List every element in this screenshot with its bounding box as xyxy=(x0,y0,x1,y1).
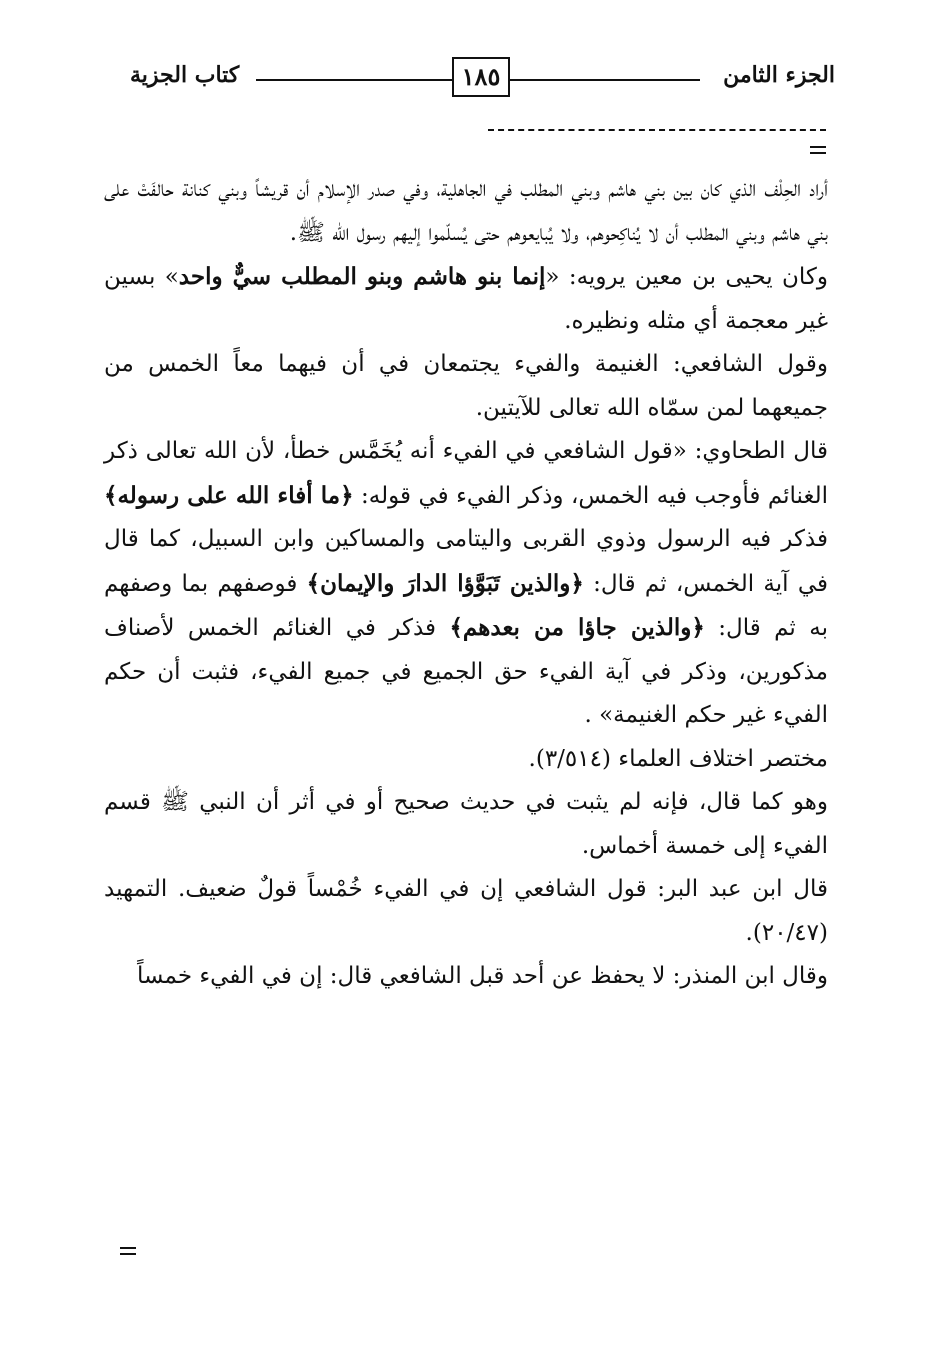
bold-quotation: ﴿والذين تَبَوَّؤا الدارَ والإيمان﴾ xyxy=(306,569,584,597)
text-run: مختصر اختلاف العلماء (٣/٥١٤). xyxy=(528,745,828,772)
running-head-book: كتاب الجزية xyxy=(130,62,240,88)
text-run: قال الطحاوي: «قول الشافعي في الفيء أنه يُخَمَّس خطأ، لأن الله تعالى ذكر الغنائم فأوجب فيه الخمس، وذكر الفيء في قوله: xyxy=(104,438,828,509)
paragraph xyxy=(104,168,828,255)
paragraph xyxy=(104,430,828,738)
header-rule-right xyxy=(510,79,700,81)
text-run: قال ابن عبد البر: قول الشافعي إن في الفيء خُمْساً قولٌ ضعيف. التمهيد (٢٠/٤٧). xyxy=(104,876,828,946)
bold-quotation: إنما بنو هاشم وبنو المطلب سيٌّ واحد xyxy=(178,263,546,290)
bold-quotation: ﴿والذين جاؤا من بعدهم﴾ xyxy=(449,614,705,641)
paragraph xyxy=(104,343,828,430)
page-number: ١٨٥ xyxy=(452,57,510,97)
paragraph xyxy=(104,781,828,868)
paragraph xyxy=(104,738,828,782)
running-head-part: الجزء الثامن xyxy=(723,62,835,88)
text-run: فوصفهم بما وصفهم به ثم قال: xyxy=(104,570,828,641)
header-rule-left xyxy=(256,79,452,81)
text-run: وكان يحيى بن معين يرويه: « xyxy=(545,264,828,290)
text-run: فذكر فيه الرسول وذوي القربى واليتامى والمساكين وابن السبيل، كما قال في آية الخمس، ثم قال: xyxy=(104,526,828,597)
body-text xyxy=(104,168,828,999)
text-run: فذكر في الغنائم الخمس لأصناف مذكورين، وذكر في آية الفيء حق الجميع في جميع الفيء، فثبت أن حكم الفيء غير حكم الغنيمة» . xyxy=(104,615,828,728)
paragraph xyxy=(104,255,828,343)
text-run: وقال ابن المنذر: لا يحفظ عن أحد قبل الشافعي قال: إن في الفيء خمساً xyxy=(137,963,828,989)
paragraph xyxy=(104,868,828,955)
dashed-separator xyxy=(488,129,826,131)
paragraph xyxy=(104,955,828,999)
continuation-mark-bottom xyxy=(120,1247,136,1259)
text-run: وقول الشافعي: الغنيمة والفيء يجتمعان في أن فيهما معاً الخمس من جميعهما لمن سمّاه الله تعالى للآيتين. xyxy=(104,351,828,421)
continuation-mark-top xyxy=(810,146,826,158)
bold-quotation: ﴿ما أفاء الله على رسوله﴾ xyxy=(104,481,354,509)
text-run: » بسين غير معجمة أي مثله ونظيره. xyxy=(104,264,828,334)
page-header xyxy=(0,48,933,118)
text-run: أراد الحِلْف الذي كان بين بني هاشم وبني المطلب في الجاهلية، وفي صدر الإسلام أن قريشاً وبني كنانة حالفَتْ على بني هاشم وبني المطلب أن لا يُناكِحوهم، ولا يُبايعوهم حتى يُسلّموا إليهم رسول الله ﷺ. xyxy=(104,176,828,246)
text-run: وهو كما قال، فإنه لم يثبت في حديث صحيح أو في أثر أن النبي ﷺ قسم الفيء إلى خمسة أخماس. xyxy=(104,789,828,859)
